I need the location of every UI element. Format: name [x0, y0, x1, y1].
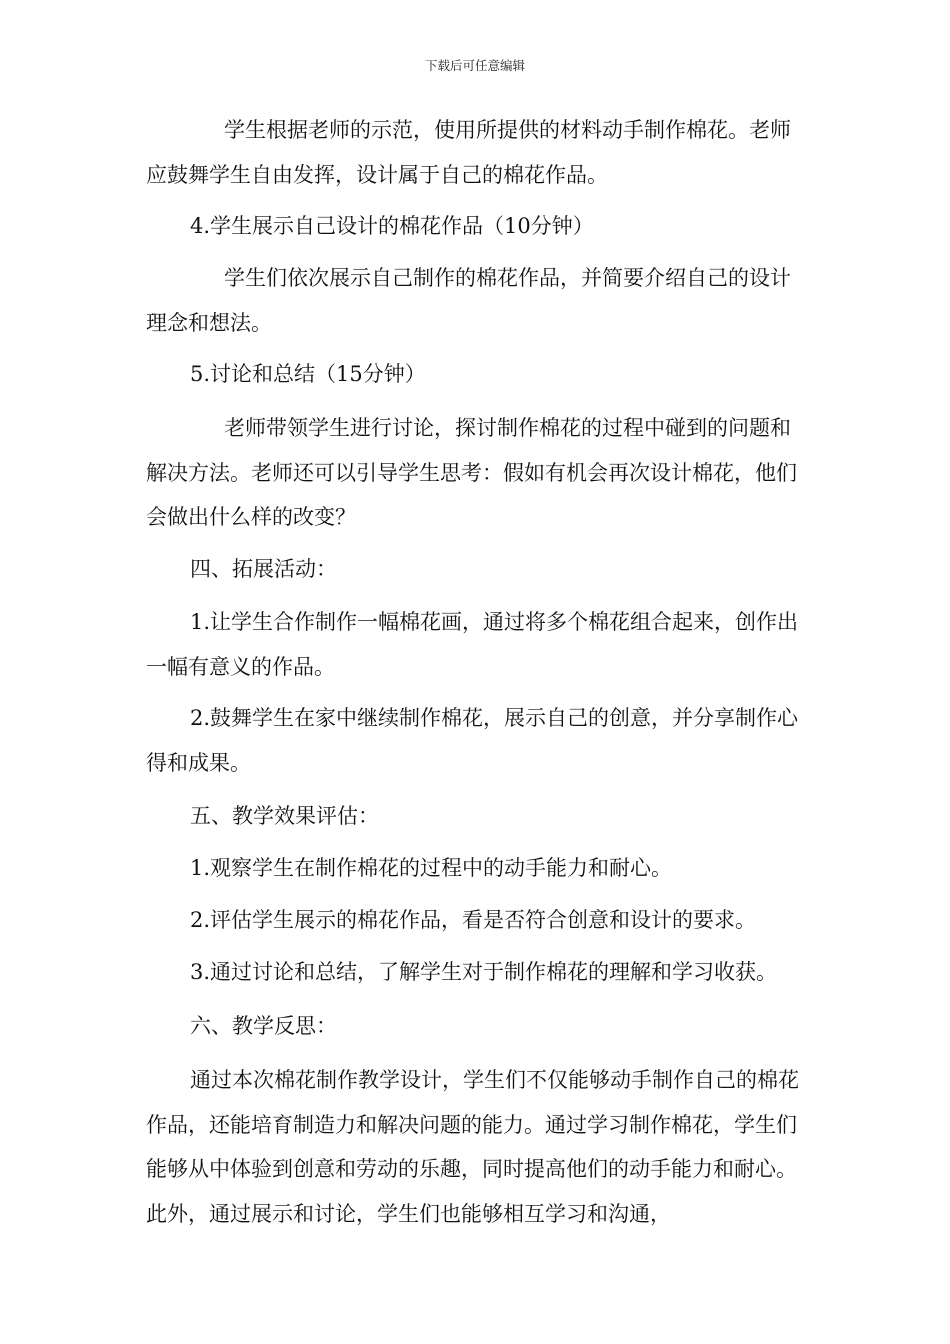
paragraph-student-practice: 学生根据老师的示范，使用所提供的材料动手制作棉花。老师应鼓舞学生自由发挥，设计属于自己的棉花作品。: [146, 118, 791, 187]
heading-step-5: 5.讨论和总结（15分钟）: [190, 362, 426, 386]
list-item-evaluation-1: 1.观察学生在制作棉花的过程中的动手能力和耐心。: [190, 856, 673, 880]
list-item-extension-1: 1.让学生合作制作一幅棉花画，通过将多个棉花组合起来，创作出一幅有意义的作品。: [146, 610, 799, 679]
paragraph-student-showcase: 学生们依次展示自己制作的棉花作品，并简要介绍自己的设计理念和想法。: [146, 266, 791, 335]
heading-extension-activities: 四、拓展活动：: [190, 557, 337, 581]
heading-step-4: 4.学生展示自己设计的棉花作品（10分钟）: [190, 214, 594, 238]
heading-teaching-evaluation: 五、教学效果评估：: [190, 804, 379, 828]
list-item-extension-2: 2.鼓舞学生在家中继续制作棉花，展示自己的创意，并分享制作心得和成果。: [146, 706, 799, 775]
list-item-evaluation-2: 2.评估学生展示的棉花作品，看是否符合创意和设计的要求。: [190, 908, 757, 932]
page-header: 下载后可任意编辑: [424, 58, 525, 73]
list-item-evaluation-3: 3.通过讨论和总结，了解学生对于制作棉花的理解和学习收获。: [190, 960, 778, 984]
heading-teaching-reflection: 六、教学反思：: [190, 1014, 337, 1038]
paragraph-reflection: 通过本次棉花制作教学设计，学生们不仅能够动手制作自己的棉花作品，还能培育制造力和解决问题的能力。通过学习制作棉花，学生们能够从中体验到创意和劳动的乐趣，同时提高他们的动手能力和耐心。此外，通过展示和讨论，学生们也能够相互学习和沟通，: [146, 1068, 799, 1226]
paragraph-discussion: 老师带领学生进行讨论，探讨制作棉花的过程中碰到的问题和解决方法。老师还可以引导学生思考：假如有机会再次设计棉花，他们会做出什么样的改变？: [146, 416, 797, 529]
